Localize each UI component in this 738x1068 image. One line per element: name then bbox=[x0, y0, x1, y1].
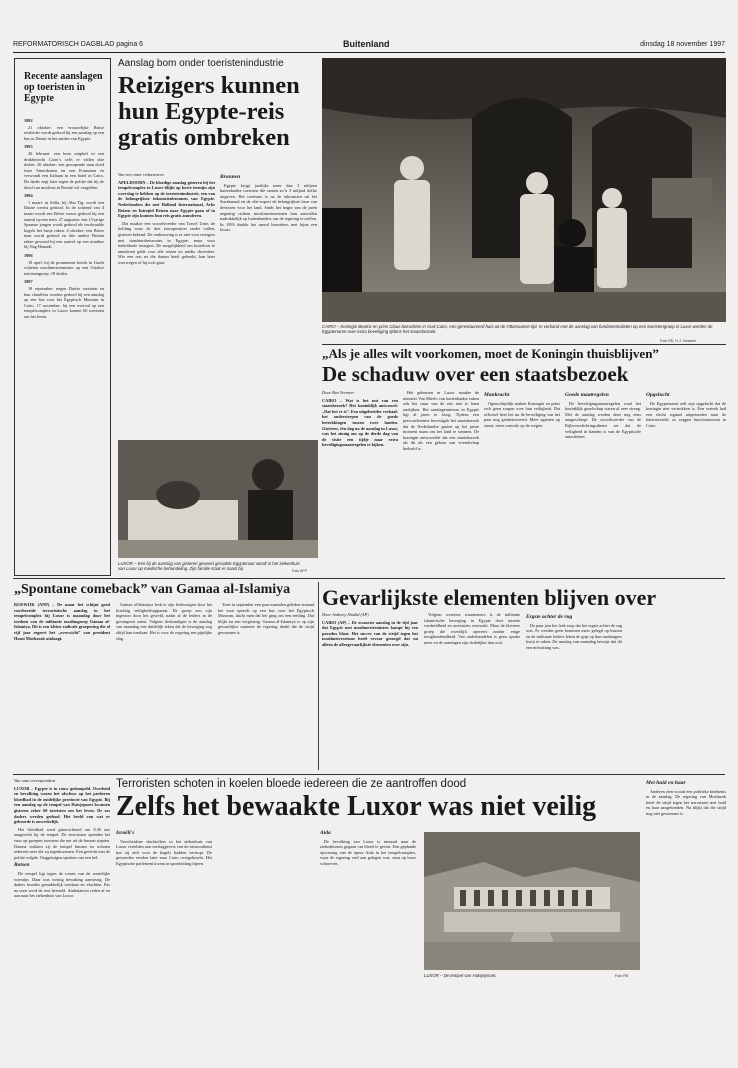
sidebar-year: 1993 bbox=[24, 144, 33, 150]
article2-top-rule bbox=[322, 344, 726, 345]
article1-photo bbox=[118, 440, 318, 558]
article5-byline: Van onze correspondent bbox=[14, 778, 56, 783]
article5-col-4 bbox=[320, 828, 416, 1050]
article1-kicker: Aanslag bom onder toeristenindustrie bbox=[118, 58, 284, 69]
article2-byline: Door Bea Vermeer bbox=[322, 390, 355, 395]
article1-lead: APELDOORN – De bloedige aanslag gisteren bij het tempelcomplex in Luxor blijkt op korte termijn zijn weerslag te hebben op de toeristenindustrie, een van de belangrijkste inkomstenbronnen van Egypte. Nederlanders die met Holland International, Arke Reizen en Intrepid Reizen naar Egypte gaan of in Egypte zijn kunnen hun reis gratis annuleren. bbox=[118, 179, 215, 219]
article3-body: Gamaa al-Islamiya leek te zijn bedwongen door het krachtig veiligheidsapparaat. De groep zou zijn ingestort door het geweld, nadat al de leiders in de gevangenis zaten. Volgens deskundigen is de aanslag van maandag een duidelijk teken dat de beweging nog altijd kan toeslaan. Het is voor de regering een pijnlijke slag. bbox=[116, 602, 212, 641]
article2-col-2 bbox=[403, 390, 479, 572]
article1-headline: Reizigers kunnen hun Egypte-reis gratis ombreken bbox=[118, 72, 300, 151]
article5-headline: Zelfs het bewaakte Luxor was niet veilig bbox=[116, 791, 597, 822]
newspaper-page-label: REFORMATORISCH DAGBLAD pagina 6 bbox=[13, 41, 144, 48]
article5-subhead-1: Rotsen bbox=[14, 862, 30, 869]
sidebar-entry: 18 april: bij de prominente hotels in Gizeh schieten moslimextremisten op een Griekse toeristengroep: 18 doden. bbox=[24, 259, 104, 276]
article4-lead: CAIRO (AP) – De zwaarste aanslag in de tijd jaar dat Egypte met moslimextremisten kampt bij een paradox bloot. Het succes van de strijd tegen het moslimterrorisme heeft ervoor gezorgd dat nu alleen de allergevaarlijkste elementen over zijn. bbox=[322, 619, 418, 647]
article5-col-1 bbox=[14, 778, 110, 1050]
article2-body3: De beveiligingsmaatregelen rond het koninklijk gezelschap waren al zeer streng. Met de aanslag werden deze nog eens aangescherpt. De woordvoerder van de Rijksvoorlichtingsdienst zei dat de veiligheid in handen is van de Egyptische autoriteiten. bbox=[565, 400, 641, 440]
article5-body4: De bevolking van Luxor is massaal naar de ziekenhuizen gegaan om bloed te geven. Een geplande opvoering van de opera Aida in het tempelcomplex, waar de regering veel aan gelegen was, staat op losse schroeven. bbox=[320, 838, 416, 866]
article5-col-3 bbox=[218, 828, 314, 1050]
main-photo-credit: Foto RD, H.J. Visscher bbox=[660, 339, 697, 343]
article1-photo-caption: LUXOR – Een bij de aanslag van gisteren gewond geraakte Egyptenaar wordt in het ziekenhuis van Luxor op medische behandeling. Zijn familie staat er naast bij. bbox=[118, 561, 300, 572]
article5-body5: Anderen zien vooral een politieke betekenis in de aanslag. De regering van Moebarak heeft de strijd tegen het terrorisme met huid en haar aangebonden. Nu blijkt dat die strijd nog niet gewonnen is. bbox=[646, 788, 726, 816]
article5-photo bbox=[424, 832, 640, 970]
sidebar-box bbox=[14, 58, 111, 576]
article3-col-3 bbox=[218, 602, 314, 770]
sidebar-title: Recente aanslagen op toeristen in Egypte bbox=[24, 71, 103, 104]
sidebar-entry: 21 oktober: een vrouwelijke Britse reisleider wordt gedood bij een aanslag op een bus in Dairut in het zuiden van Egypte. bbox=[24, 124, 104, 141]
article2-body: Het geleurten in Luxor maakte de minister Van Mierlo van buitenlandse zaken ook het stuur van de reis niet te laten omkijken. Het aanslagenniveau in Egypte ligt al jaren te hoog. Tijdens een persconferentie bevestigde het staatsbezoek dat de Nederlandse gasten op het juiste moment staan om het land te steunen. De koningin antwoordde dat een staatsbezoek als dit als een gebaar van vriendschap bedoeld is. bbox=[403, 390, 479, 451]
bottom-section-rule bbox=[13, 774, 725, 775]
sidebar-year: 1994 bbox=[24, 193, 33, 199]
article3-lead: RIJSWIJK (ANP) – De maar het schijnt goed voorbereide terroristische aanslag in het tempelcomplex bij Luxor is maandag door het toedoen van de militante moslimgroep Gamaa al-Islamiya. Dit is een kleine radicale groepering die al vijf jaar regeert het „overwicht” van president Hosni Moebarak uitdaagt. bbox=[14, 602, 110, 641]
article1-photo-credit: Foto AFP bbox=[292, 569, 307, 573]
article5-subhead-2: Israëli's bbox=[116, 830, 135, 836]
article5-col-5 bbox=[424, 984, 530, 1050]
article5-photo-credit: Foto RN bbox=[615, 974, 629, 978]
article5-col-6 bbox=[534, 984, 640, 1050]
article5-body: Het bloedbad werd gisterochtend om 8.30 uur aangericht bij de tempel. De terroristen openden het vuur op groepen toeristen die net uit de bussen stapten. Daarna trokken zij de tempel binnen en schoten iedereen neer die zij tegenkwamen. Een gevecht met de politie volgde. Ooggetuigen spraken van een hel. bbox=[14, 826, 110, 860]
hospital-photo-illustration bbox=[118, 440, 318, 558]
sidebar-year: 1992 bbox=[24, 118, 33, 123]
article-divider bbox=[318, 582, 319, 770]
section-title: Buitenland bbox=[343, 39, 390, 49]
article2-lead: CAIRO – Wat is het nut van een staatsbezoek? Het koninklijk antwoord: „Dat het er is”. Een uitgebreider verhaal: het onderstrepen van de goede betrekkingen tussen twee landen. Gisteren, één dag na de aanslag in Luxor, was het zinnig om op de derde dag van de visite een tijdje naar extra beveiligingsmaatregelen te kijken. bbox=[322, 397, 398, 448]
article2-kicker: „Als je alles wilt voorkomen, moet de Koningin thuisblijven” bbox=[322, 346, 659, 361]
article1-byline: Van een onzer redacteuren bbox=[118, 172, 164, 177]
sidebar-year: 1997 bbox=[24, 279, 33, 285]
temple-photo-illustration bbox=[424, 832, 640, 970]
state-visit-photo-illustration bbox=[322, 58, 726, 322]
article2-col-5 bbox=[646, 390, 726, 572]
article2-subhead-2: Goede maatregelen bbox=[565, 392, 609, 398]
article3-col-1 bbox=[14, 602, 110, 770]
main-photo-caption: CAIRO – Koningin Beatrix en prins Claus bezochten in Oud-Cairo, een gerestaureerd huis uit de Ottomaanse tijd. In verband met de aanslag van fundamentalisten op een toeristengroep in Luxor werden de Egyptenaren over extra beveiliging tijdens het staatsbezoek. bbox=[322, 324, 713, 335]
sidebar-entry: 1 maart: in Sidfa, bij Abu Tig, wordt een Duitse toerist gedood. In de ochtend van 4 maart wordt een Britse vrouw gedood bij een aanval op een trein. 27 augustus: een 13-jarige Spaanse jongen wordt gedood als verdwaalde kogels het busje raken. 4 oktober: een Britse man wordt gedood en drie andere Britten raken gewond bij een aanval op een minibus bij Nag Hamadi. bbox=[24, 199, 104, 250]
article1-col-2 bbox=[220, 172, 317, 432]
article3-col-2 bbox=[116, 602, 212, 770]
article1-col-1 bbox=[118, 172, 215, 432]
article3-body2: Toen in september een paar maanden geleden iemand het vuur opende op een bus voor het Egyptisch Museum, dacht men dat het ging om een eenling. Dat blijkt nu een vergissing. Gamaa al-Islamiya is op zijn gevaarlijkst wanneer de regering denkt dat de strijd gewonnen is. bbox=[218, 602, 314, 635]
sidebar-entries bbox=[24, 115, 104, 565]
article2-body4: De Egyptenaren zelf zijn opgelucht dat de koningin niet vertrokken is. Een vertrek had een slecht signaal uitgezonden naar de buitenwereld, zo zeggen functionarissen in Cairo. bbox=[646, 400, 726, 428]
article3-headline: „Spontane comeback” van Gamaa al-Islamiya bbox=[14, 582, 291, 597]
page-header bbox=[13, 38, 725, 53]
article5-col-2 bbox=[116, 828, 212, 1050]
article5-body3: Verscheidene slachtoffers in het ziekenhuis van Luxor vertelden aan verslaggevers van de nieuwsdienst hoe zij zich voor de kogels hadden verstopt. De gewonden werden later naar Cairo overgebracht. Het Egyptische parlement kwam in spoedzitting bijeen. bbox=[116, 838, 212, 866]
sidebar-entry: 26 februari: een bom ontploft in een drukbezocht Cairo’s café; er vallen drie doden. 26 oktober: een gewapende man dood twee Amerikanen en een Fransman en verwondt een Italiaan in een hotel in Cairo. De dader zegt later tegen de politie dat hij de dood van moslims in Bosnië wil vergelden. bbox=[24, 150, 104, 190]
mid-section-rule bbox=[13, 578, 725, 579]
article2-subhead-3: Opgelucht bbox=[646, 392, 670, 398]
issue-date: dinsdag 18 november 1997 bbox=[640, 41, 725, 48]
article1-body2: Egypte krijgt jaarlijks meer dan 3 miljoen buitenlandse toeristen die samen zo’n 3 miljard dollar uitgeven. Het toerisme is na de inkomsten uit het Suezkanaal en de olie-export de belangrijkste bron van deviezen voor het land. Sinds het begin van de jaren negentig richten moslimextremisten hun aanvallen nadrukkelijk op buitenlanders om de regering te treffen. In 1993 daalde het aantal bezoekers met bijna een kwart. bbox=[220, 182, 317, 233]
article4-col-3 bbox=[526, 612, 622, 770]
article5-kicker: Terroristen schoten in koelen bloede iedereen die ze aantroffen dood bbox=[116, 778, 467, 790]
article2-col-4 bbox=[565, 390, 641, 572]
article5-col-7 bbox=[646, 778, 726, 1050]
article5-body2: De tempel ligt tegen de rotsen van de westelijke woestijn. Daar was weinig bewaking aanwezig. De daders konden gemakkelijk toeslaan en vluchten. Pas na uren werd de rust hersteld. Ambulances reden af en aan naar het ziekenhuis van Luxor. bbox=[14, 870, 110, 899]
sidebar-year: 1996 bbox=[24, 253, 33, 259]
article2-col-1 bbox=[322, 390, 398, 572]
article5-subhead-3: Aida bbox=[320, 830, 331, 836]
article4-body: Volgens westerse waarnemers is de militante islamitische beweging in Egypte door interne verdeeldheid en arrestaties verzwakt. Maar de kleinere groep die overblijft opereert zonder enige terughoudendheid. Van onderhandelen is geen sprake meer en de aanslagen zijn dodelijker dan ooit. bbox=[424, 612, 520, 645]
article1-body: Dat maakte een woordvoerder van Travel Unie, de holding waar de drie touroperators onder vallen, gisteren bekend. De ombouwing is er niet voor reizigers met standaardreisroutes in Egypte, maar voor individuele reizigers. De mogelijkheid om kosteloos te annuleren geldt voor alle reizen tot medio december. Wie een reis na die datum heeft geboekt, kan later overwegen of hij toch gaat. bbox=[118, 220, 215, 265]
article5-lead: LUXOR – Egypte is in rouw gedompeld. Overheid en bevolking waren het afschuw op het proberen bloedbad in de zuidelijke provincie van Egypte. Bij een aanslag op de tempel van Hatsjepsoet kwamen gisteren zeker 60 toeristen om het leven. De zes daders werden gedood. Het beeld van wat er gebeurde is onwerkelijk. bbox=[14, 785, 110, 825]
article2-headline: De schaduw over een staatsbezoek bbox=[322, 362, 629, 386]
main-photo bbox=[322, 58, 726, 322]
article4-body2: De paar jaar het leek erop dat het ergste achter de rug was. Er werden geen bommen meer gelegd op bussen en de militante leiders leken de grip op hun aanhangers kwijt te raken. De aanslag van maandag bewijst dat dit een misvatting was. bbox=[526, 622, 622, 650]
article4-col-2 bbox=[424, 612, 520, 770]
article2-subhead-1: Mankracht bbox=[484, 392, 510, 398]
article5-subhead-4: Met huid en haar bbox=[646, 780, 686, 786]
article4-byline: Door Anthony Shadid (AP) bbox=[322, 612, 369, 617]
article1-subhead: Bronnen bbox=[220, 174, 241, 180]
article2-body2: Ogenschijnlijk maken Koningin en prins zich geen zorgen over hun veiligheid. Dat officieel heet het nu de beveiliging van het paar nog geïntensiveerd. Meer agenten op straat, meer controle op de wegen. bbox=[484, 400, 560, 428]
article5-photo-caption: LUXOR – De tempel van Hatsjepsoet. bbox=[424, 973, 497, 978]
article4-headline: Gevarlijkste elementen blijven over bbox=[322, 585, 657, 610]
article4-col-1 bbox=[322, 612, 418, 770]
article2-col-3 bbox=[484, 390, 560, 572]
sidebar-entry: 18 september: negen Duitse toeristen en hun chauffeur worden gedood bij een aanslag op een bus voor het Egyptisch Museum in Cairo. 17 november: bij een overval op een tempelcomplex in Luxor komen 60 toeristen om het leven. bbox=[24, 286, 104, 319]
article4-subhead: Ergste achter de rug bbox=[526, 614, 573, 620]
